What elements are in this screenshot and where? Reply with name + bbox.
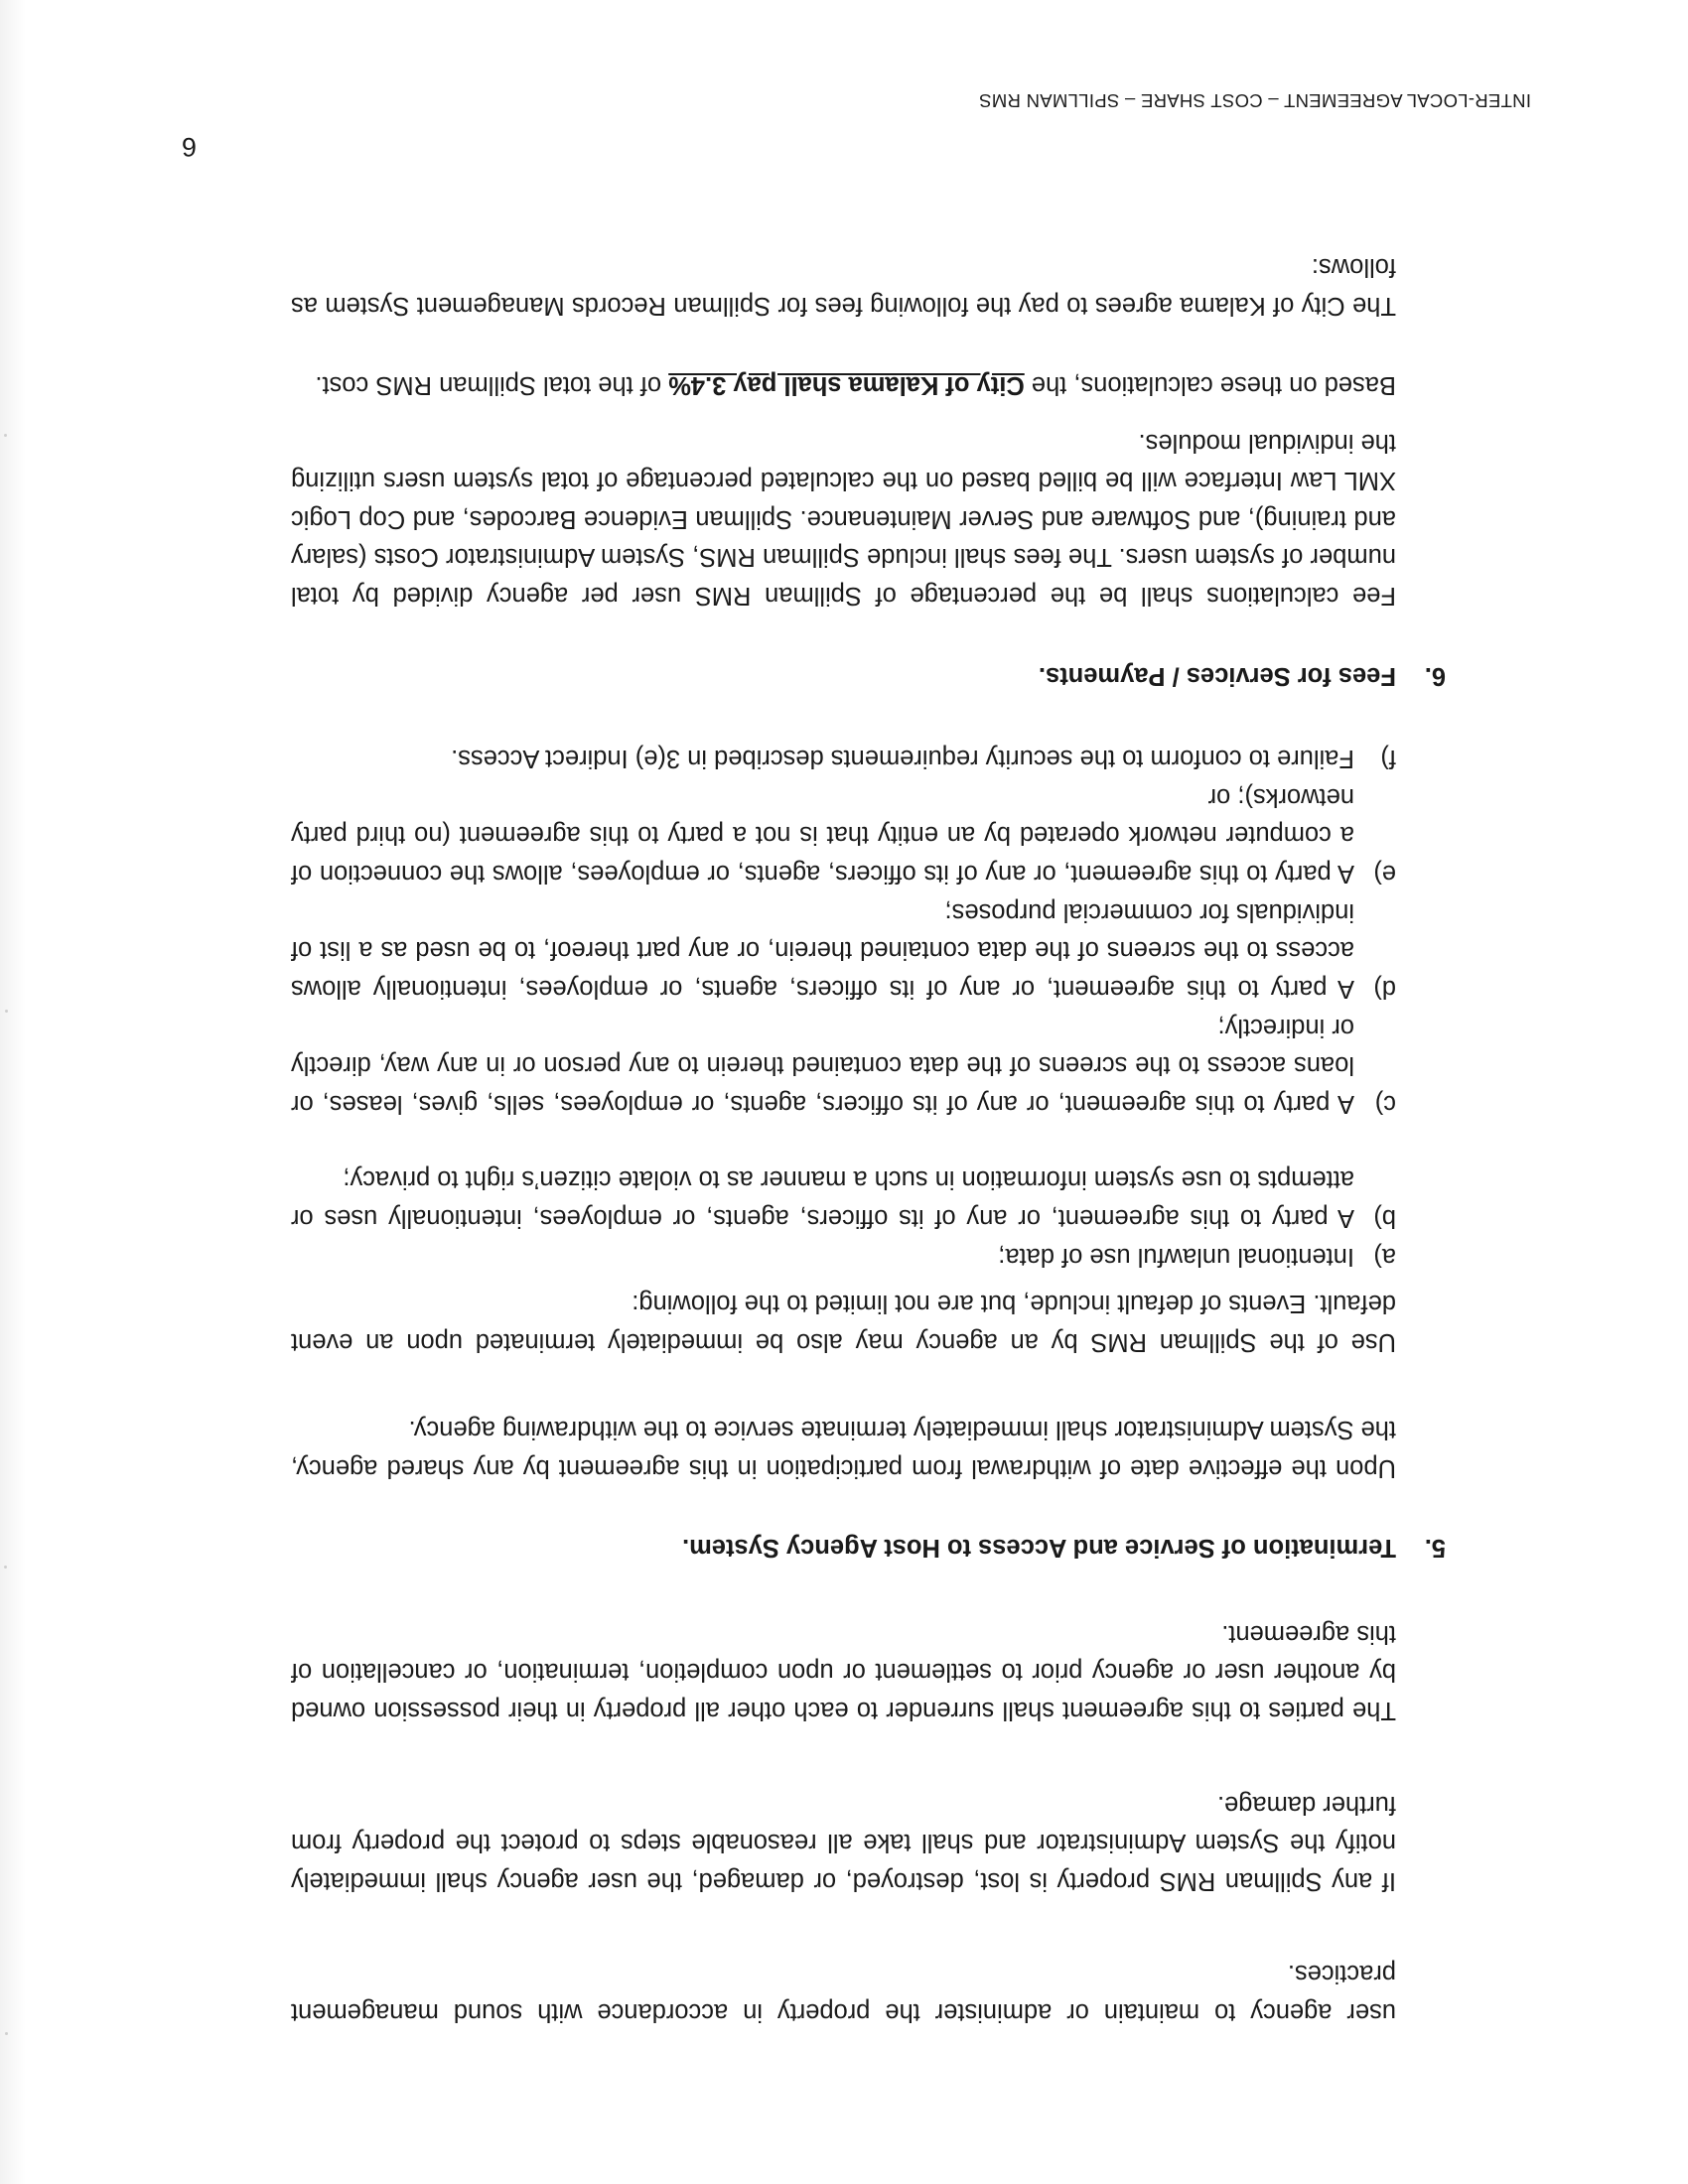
section-5-paragraph-1: Upon the effective date of withdrawal from participation in this agreement by any shared agency, the System Administrator shall immediately terminate service to the withdrawing agency. [291, 1416, 1396, 1482]
default-item-f [291, 740, 1396, 778]
default-item-label: a) [1373, 1243, 1396, 1271]
section-6-paragraph-2 [291, 366, 1396, 405]
default-item-c [291, 1009, 1396, 1124]
default-item-label: f) [1380, 745, 1396, 772]
default-item-d [291, 893, 1396, 1009]
scan-edge-shadow [0, 0, 26, 2184]
default-item-text: A party to this agreement, or any of its officers, agents, or employees, allows the connection of a computer network operated by an entity that is not a party to this agreement (no third party networks); or [291, 783, 1354, 887]
default-item-a [291, 1238, 1396, 1277]
section-5-paragraph-2: Use of the Spillman RMS by an agency may also be immediately terminated upon an event default. Events of default include, but are not limited to the following: [291, 1290, 1396, 1356]
section-5-heading [682, 1529, 1446, 1568]
default-item-label: e) [1373, 860, 1396, 887]
kalama-share-emphasis: City of Kalama shall pay 3.4% [668, 371, 1025, 399]
scan-speck [5, 2032, 8, 2035]
continuation-paragraph: user agency to maintain or administer the property in accordance with sound management practices. [291, 1960, 1396, 2026]
section-6-paragraph-3: The City of Kalama agrees to pay the following fees for Spillman Records Management System as follows: [291, 253, 1396, 320]
surrender-paragraph: The parties to this agreement shall surrender to each other all property in their possession owned by another user or agency prior to settlement or upon completion, termination, or cancellation of this agreement. [291, 1620, 1396, 1724]
default-item-text: Intentional unlawful use of data; [998, 1243, 1354, 1271]
default-item-e [291, 778, 1396, 893]
page-number: 6 [181, 132, 197, 162]
default-item-label: d) [1373, 975, 1396, 1003]
default-item-b [291, 1160, 1396, 1237]
section-6-number: 6. [1424, 662, 1446, 690]
scan-speck [4, 1566, 7, 1569]
scan-speck [4, 434, 7, 437]
property-damage-paragraph: If any Spillman RMS property is lost, destroyed, or damaged, the user agency shall immediately notify the System Administrator and shall take all reasonable steps to protect the property from further damage. [291, 1791, 1396, 1895]
paragraph-2-tail: of the total Spillman RMS cost. [315, 371, 669, 399]
paragraph-2-lead: Based on these calculations, the [1024, 371, 1396, 399]
default-item-text: A party to this agreement, or any of its officers, agents, or employees, intentionally uses or attempts to use system information in such a manner as to violate citizen’s right to privacy; [291, 1165, 1354, 1232]
section-6-paragraph-1: Fee calculations shall be the percentage of Spillman RMS user per agency divided by total number of system users. The fees shall include Spillman RMS, System Administrator Costs (salary and training), and Software and Server Maintenance. Spillman Evidence Barcodes, and Cop Logic XML Law Interface will be billed based on the calculated percentage of total system users utilizing the individual modules. [291, 429, 1396, 610]
default-item-text: A party to this agreement, or any of its officers, agents, or employees, sells, gives, leases, or loans access to the screens of the data contained therein to any person or in any way, directly or indirectly; [291, 1014, 1354, 1118]
default-item-text: A party to this agreement, or any of its officers, agents, or employees, intentionally allows access to the screens of the data contained therein, or any part thereof, to be used as a list of individuals for commercial purposes; [291, 898, 1354, 1003]
section-6-heading [1039, 657, 1446, 696]
default-item-label: b) [1373, 1204, 1396, 1232]
section-6-title: Fees for Services / Payments. [1038, 662, 1396, 690]
section-5-number: 5. [1424, 1534, 1446, 1562]
default-item-label: c) [1374, 1090, 1396, 1118]
section-5-title: Termination of Service and Access to Host Agency System. [682, 1534, 1396, 1562]
scan-speck [5, 1010, 8, 1013]
default-item-text: Failure to conform to the security requirements described in 3(e) Indirect Access. [451, 745, 1354, 772]
running-header: INTER-LOCAL AGREEMENT – COST SHARE – SPILLMAN RMS [978, 90, 1531, 111]
